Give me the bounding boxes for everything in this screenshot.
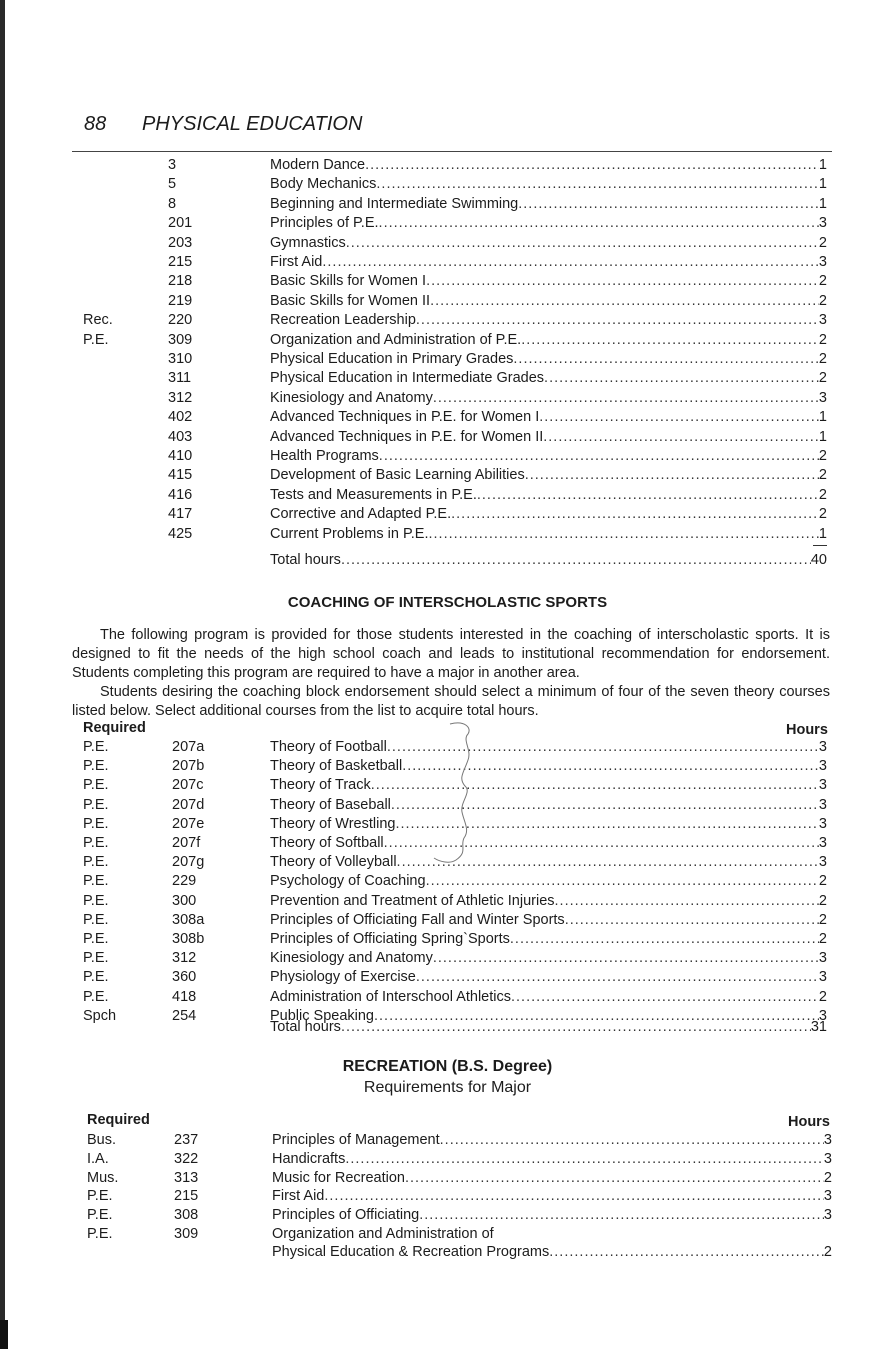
course-hours: 3 bbox=[818, 815, 827, 832]
course-hours: 3 bbox=[823, 1207, 832, 1224]
dot-leader bbox=[345, 1150, 824, 1169]
course-number: 203 bbox=[168, 234, 193, 251]
dot-leader bbox=[544, 369, 819, 388]
course-title: Physiology of Exercise bbox=[270, 969, 416, 986]
course-hours: 2 bbox=[818, 448, 827, 464]
course-title: Handicrafts bbox=[272, 1150, 346, 1167]
course-hours: 2 bbox=[818, 892, 827, 909]
page-title: PHYSICAL EDUCATION bbox=[142, 113, 363, 135]
course-number: 207e bbox=[172, 815, 205, 832]
course-hours: 3 bbox=[818, 969, 827, 986]
course-row bbox=[0, 949, 895, 968]
course-department: Mus. bbox=[87, 1169, 119, 1186]
course-number: 308 bbox=[174, 1207, 199, 1224]
course-number: 237 bbox=[174, 1132, 199, 1148]
dot-leader bbox=[511, 988, 819, 1007]
course-title: Health Programs bbox=[270, 448, 379, 464]
course-title: Basic Skills for Women I bbox=[270, 273, 427, 290]
course-title: Theory of Wrestling bbox=[270, 815, 396, 832]
course-title: Development of Basic Learning Abilities bbox=[270, 467, 525, 484]
course-hours: 3 bbox=[818, 835, 827, 851]
course-hours: 1 bbox=[818, 409, 827, 426]
course-department: P.E. bbox=[83, 758, 109, 775]
dot-leader bbox=[341, 1018, 811, 1037]
course-department: Rec. bbox=[83, 312, 113, 329]
dot-leader bbox=[365, 156, 819, 175]
course-number: 360 bbox=[172, 969, 197, 986]
dot-leader bbox=[426, 872, 819, 891]
course-row bbox=[0, 1206, 895, 1225]
dot-leader bbox=[346, 234, 819, 253]
course-title: First Aid bbox=[272, 1188, 325, 1205]
course-hours: 3 bbox=[818, 312, 827, 329]
course-number: 207b bbox=[172, 758, 205, 775]
dot-leader bbox=[513, 350, 819, 369]
course-hours: 3 bbox=[823, 1150, 832, 1167]
course-title: Organization and Administration of P.E. bbox=[270, 331, 522, 348]
coaching-required-label: Required bbox=[83, 720, 146, 736]
dot-leader bbox=[543, 428, 819, 447]
course-title: Theory of Track bbox=[270, 777, 371, 794]
dot-leader bbox=[539, 408, 819, 427]
course-title: Theory of Basketball bbox=[270, 758, 403, 775]
dot-leader bbox=[451, 505, 819, 524]
dot-leader bbox=[429, 525, 819, 544]
course-department: P.E. bbox=[83, 892, 109, 909]
course-department: P.E. bbox=[83, 931, 109, 947]
dot-leader bbox=[440, 1131, 824, 1150]
dot-leader bbox=[405, 1169, 824, 1188]
course-hours: 3 bbox=[818, 1007, 827, 1024]
course-title: Basic Skills for Women II bbox=[270, 292, 431, 309]
course-row bbox=[0, 175, 895, 194]
course-number: 418 bbox=[172, 988, 197, 1005]
course-department: I.A. bbox=[87, 1150, 109, 1167]
course-number: 309 bbox=[168, 331, 193, 348]
course-hours: 2 bbox=[818, 988, 827, 1005]
course-title: Advanced Techniques in P.E. for Women I bbox=[270, 409, 540, 426]
course-hours: 1 bbox=[818, 195, 827, 212]
page-number: 88 bbox=[84, 113, 107, 135]
course-number: 417 bbox=[168, 506, 193, 523]
page-header bbox=[84, 113, 362, 136]
course-hours: 3 bbox=[818, 389, 827, 406]
course-row bbox=[0, 156, 895, 175]
course-number: 207d bbox=[172, 796, 205, 813]
course-number: 215 bbox=[168, 254, 193, 270]
header-rule bbox=[72, 151, 832, 152]
course-hours: 3 bbox=[818, 254, 827, 270]
coaching-hours-label: Hours bbox=[786, 722, 828, 738]
course-title: Psychology of Coaching bbox=[270, 873, 426, 890]
course-title: Theory of Football bbox=[270, 739, 387, 755]
course-row bbox=[0, 505, 895, 524]
course-hours: 1 bbox=[818, 428, 827, 445]
dot-leader bbox=[324, 1187, 824, 1206]
course-hours: 2 bbox=[818, 486, 827, 503]
course-title: Principles of P.E. bbox=[270, 215, 379, 232]
recreation-continuation-row bbox=[0, 1243, 895, 1262]
course-number: 311 bbox=[168, 370, 192, 387]
course-row bbox=[0, 466, 895, 485]
dot-leader bbox=[416, 968, 819, 987]
course-department: P.E. bbox=[83, 777, 109, 794]
course-department: P.E. bbox=[83, 331, 109, 348]
dot-leader bbox=[510, 930, 819, 949]
course-title: Beginning and Intermediate Swimming bbox=[270, 195, 519, 212]
course-row bbox=[0, 872, 895, 891]
course-number: 219 bbox=[168, 292, 193, 309]
course-department: Bus. bbox=[87, 1132, 117, 1148]
course-row bbox=[0, 272, 895, 291]
course-number: 415 bbox=[168, 467, 193, 484]
course-hours: 2 bbox=[818, 931, 827, 947]
course-number: 3 bbox=[168, 157, 177, 173]
course-number: 229 bbox=[172, 873, 197, 890]
course-hours: 3 bbox=[823, 1188, 832, 1205]
dot-leader bbox=[433, 389, 819, 408]
dot-leader bbox=[426, 272, 819, 291]
course-number: 403 bbox=[168, 428, 193, 445]
dot-leader bbox=[376, 175, 819, 194]
course-department: P.E. bbox=[83, 815, 109, 832]
course-number: 207a bbox=[172, 739, 205, 755]
dot-leader bbox=[379, 447, 819, 466]
course-hours: 2 bbox=[818, 370, 827, 387]
course-title: Theory of Volleyball bbox=[270, 854, 397, 871]
coaching-total-row bbox=[0, 1018, 895, 1037]
course-hours: 2 bbox=[818, 331, 827, 348]
dot-leader bbox=[518, 195, 819, 214]
course-row bbox=[0, 234, 895, 253]
course-row bbox=[0, 389, 895, 408]
course-number: 410 bbox=[168, 448, 193, 464]
course-hours: 2 bbox=[823, 1244, 832, 1260]
course-hours: 1 bbox=[818, 176, 827, 193]
dot-leader bbox=[555, 892, 819, 911]
dot-leader bbox=[322, 253, 819, 272]
course-row bbox=[0, 1225, 895, 1244]
course-row bbox=[0, 428, 895, 447]
coaching-paragraph-1: The following program is provided for those students interested in the coaching of interscholastic sports. It is designed to fit the needs of the high school coach and leads to institutional recommendation for endorsement. Students completing this program are required to have a major in another area. bbox=[72, 627, 830, 681]
course-hours: 2 bbox=[818, 351, 827, 367]
course-number: 310 bbox=[168, 351, 193, 367]
sum-rule bbox=[813, 545, 827, 546]
dot-leader bbox=[430, 292, 819, 311]
course-number: 207f bbox=[172, 835, 201, 851]
course-number: 207c bbox=[172, 777, 204, 794]
course-title: Principles of Officiating Fall and Winter Sports bbox=[270, 911, 565, 928]
course-hours: 1 bbox=[818, 525, 827, 542]
course-title: Organization and Administration of bbox=[272, 1226, 494, 1242]
course-row bbox=[0, 486, 895, 505]
course-title: Principles of Officiating Spring`Sports bbox=[270, 931, 510, 947]
course-title: Physical Education in Intermediate Grades bbox=[270, 370, 545, 387]
course-row bbox=[0, 1131, 895, 1150]
course-title: Body Mechanics bbox=[270, 176, 377, 193]
course-number: 308a bbox=[172, 911, 205, 928]
course-number: 416 bbox=[168, 486, 193, 503]
course-hours: 2 bbox=[818, 234, 827, 251]
course-department: P.E. bbox=[83, 873, 109, 890]
course-number: 313 bbox=[174, 1169, 199, 1186]
pencil-bracket-mark bbox=[410, 720, 490, 870]
course-title: Prevention and Treatment of Athletic Injuries bbox=[270, 892, 555, 909]
course-hours: 2 bbox=[818, 273, 827, 290]
course-hours: 2 bbox=[818, 911, 827, 928]
course-number: 207g bbox=[172, 854, 205, 871]
course-department: P.E. bbox=[83, 950, 109, 967]
course-row bbox=[0, 988, 895, 1007]
course-hours: 3 bbox=[818, 758, 827, 775]
course-title: Gymnastics bbox=[270, 234, 346, 251]
dot-leader bbox=[419, 1206, 824, 1225]
course-row bbox=[0, 214, 895, 233]
course-row bbox=[0, 369, 895, 388]
course-title: Tests and Measurements in P.E. bbox=[270, 486, 477, 503]
dot-leader bbox=[433, 949, 819, 968]
recreation-hours-label: Hours bbox=[788, 1114, 830, 1130]
course-row bbox=[0, 350, 895, 369]
course-hours: 3 bbox=[818, 777, 827, 794]
dot-leader bbox=[477, 486, 819, 505]
course-row bbox=[0, 253, 895, 272]
course-number: 215 bbox=[174, 1188, 199, 1205]
total-hours: 31 bbox=[810, 1019, 827, 1035]
page-binding-corner bbox=[0, 1320, 8, 1349]
course-hours: 3 bbox=[818, 796, 827, 813]
course-title: Corrective and Adapted P.E. bbox=[270, 506, 452, 523]
course-number: 425 bbox=[168, 525, 193, 542]
course-number: 218 bbox=[168, 273, 193, 290]
course-hours: 2 bbox=[823, 1169, 832, 1186]
course-row bbox=[0, 930, 895, 949]
course-department: P.E. bbox=[83, 911, 109, 928]
course-department: P.E. bbox=[83, 854, 109, 871]
course-hours: 2 bbox=[818, 467, 827, 484]
course-row bbox=[0, 292, 895, 311]
course-row bbox=[0, 911, 895, 930]
dot-leader bbox=[416, 311, 819, 330]
recreation-subheading: Requirements for Major bbox=[363, 1079, 532, 1096]
total-hours: 40 bbox=[810, 552, 827, 568]
course-department: P.E. bbox=[83, 835, 109, 851]
total-label: Total hours bbox=[270, 552, 341, 568]
course-row bbox=[0, 195, 895, 214]
course-hours: 2 bbox=[818, 873, 827, 890]
course-number: 322 bbox=[174, 1150, 199, 1167]
course-number: 254 bbox=[172, 1007, 197, 1024]
course-title: Administration of Interschool Athletics bbox=[270, 988, 511, 1005]
dot-leader bbox=[379, 214, 819, 233]
course-hours: 3 bbox=[823, 1132, 832, 1148]
course-department: P.E. bbox=[83, 739, 109, 755]
course-title: Principles of Officiating bbox=[272, 1207, 420, 1224]
course-department: P.E. bbox=[87, 1226, 113, 1242]
course-hours: 2 bbox=[818, 506, 827, 523]
course-title: Physical Education in Primary Grades bbox=[270, 351, 514, 367]
dot-leader bbox=[565, 911, 819, 930]
course-department: P.E. bbox=[87, 1207, 113, 1224]
course-number: 309 bbox=[174, 1226, 199, 1242]
course-number: 312 bbox=[172, 950, 197, 967]
course-number: 402 bbox=[168, 409, 193, 426]
course-department: P.E. bbox=[83, 969, 109, 986]
course-title: Theory of Softball bbox=[270, 835, 384, 851]
course-title: Recreation Leadership bbox=[270, 312, 416, 329]
course-title: Physical Education & Recreation Programs bbox=[272, 1244, 550, 1260]
course-hours: 3 bbox=[818, 739, 827, 755]
course-number: 5 bbox=[168, 176, 177, 193]
course-row bbox=[0, 1169, 895, 1188]
course-department: P.E. bbox=[83, 988, 109, 1005]
course-title: Music for Recreation bbox=[272, 1169, 405, 1186]
course-hours: 2 bbox=[818, 292, 827, 309]
course-hours: 3 bbox=[818, 215, 827, 232]
course-row bbox=[0, 408, 895, 427]
course-number: 220 bbox=[168, 312, 193, 329]
course-row bbox=[0, 447, 895, 466]
dot-leader bbox=[525, 466, 819, 485]
course-department: P.E. bbox=[87, 1188, 113, 1205]
course-number: 312 bbox=[168, 389, 193, 406]
course-department: Spch bbox=[83, 1007, 117, 1024]
course-department: P.E. bbox=[83, 796, 109, 813]
course-number: 201 bbox=[168, 215, 193, 232]
course-title: Kinesiology and Anatomy bbox=[270, 950, 433, 967]
course-hours: 1 bbox=[818, 157, 827, 173]
recreation-required-label: Required bbox=[87, 1112, 150, 1128]
course-title: Public Speaking bbox=[270, 1007, 374, 1024]
course-row bbox=[0, 311, 895, 330]
course-title: Modern Dance bbox=[270, 157, 366, 173]
course-title: Principles of Management bbox=[272, 1132, 440, 1148]
dot-leader bbox=[549, 1243, 824, 1262]
dot-leader bbox=[521, 331, 819, 350]
course-row bbox=[0, 331, 895, 350]
pe-total-row bbox=[0, 551, 895, 570]
course-title: Theory of Baseball bbox=[270, 796, 391, 813]
course-row bbox=[0, 525, 895, 544]
course-row bbox=[0, 968, 895, 987]
coaching-paragraph-2: Students desiring the coaching block endorsement should select a minimum of four of the seven theory courses listed below. Select additional courses from the list to acquire total hours. bbox=[72, 684, 830, 719]
course-row bbox=[0, 1187, 895, 1206]
course-number: 300 bbox=[172, 892, 197, 909]
course-title: First Aid bbox=[270, 254, 323, 270]
course-number: 308b bbox=[172, 931, 205, 947]
course-title: Advanced Techniques in P.E. for Women II bbox=[270, 428, 544, 445]
course-title: Kinesiology and Anatomy bbox=[270, 389, 433, 406]
total-label: Total hours bbox=[270, 1019, 341, 1035]
course-row bbox=[0, 1150, 895, 1169]
course-title: Current Problems in P.E. bbox=[270, 525, 429, 542]
course-number: 8 bbox=[168, 195, 177, 212]
dot-leader bbox=[341, 551, 811, 570]
course-hours: 3 bbox=[818, 950, 827, 967]
course-hours: 3 bbox=[818, 854, 827, 871]
recreation-heading: RECREATION (B.S. Degree) bbox=[342, 1058, 553, 1075]
course-row bbox=[0, 892, 895, 911]
coaching-heading: COACHING OF INTERSCHOLASTIC SPORTS bbox=[287, 594, 608, 611]
